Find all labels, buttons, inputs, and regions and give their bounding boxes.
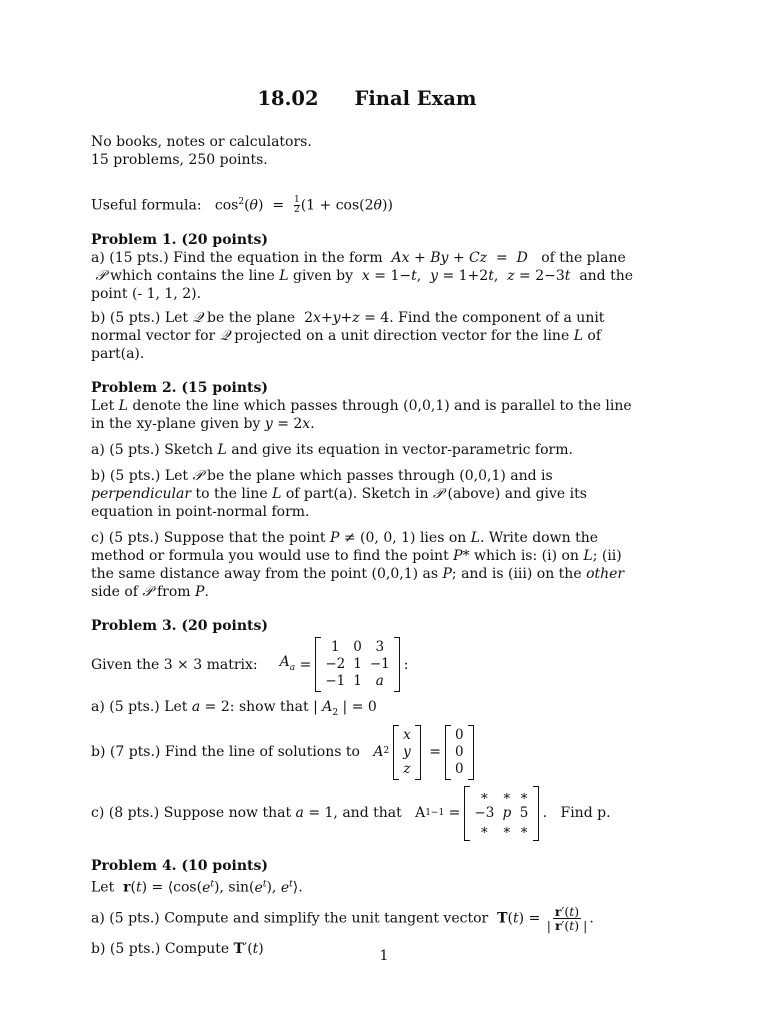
problem-4b: b) (5 pts.) Compute T′(t) xyxy=(91,940,264,957)
problem-4-intro: Let $r(t) = ⟨\cos(e^t)$, $\sin(e^t)$, $e^t⟩$. xyxy=(91,878,303,896)
matrix-inverse: ∗ ∗ ∗ −3 p 5 ∗ ∗ ∗ xyxy=(464,786,538,841)
problem-2b: b) (5 pts.) Let 𝒫 be the plane which passes through (0,0,1) and is perpendicular to the line L of part(a). Sketch in 𝒫 (above) and give its equation in point-normal form. xyxy=(91,468,587,521)
problem-3a: a) (5 pts.) Let a = 2: show that | $A_2$ | = 0 xyxy=(91,699,377,718)
vector-zero: 0 0 0 xyxy=(445,725,474,780)
problem-3-matrix-line: Given the 3 × 3 matrix: $A_a$ = 1 0 3 −2 1 −1 −1 1 a : xyxy=(91,637,643,692)
problem-1b: b) (5 pts.) Let 𝒬 be the plane 2x+y+z = 4. Find the component of a unit normal vector for 𝒬 projected on a unit direction vector for the line L of part(a). xyxy=(91,310,605,363)
problem-4a: a) (5 pts.) Compute and simplify the unit tangent vector T(t) = $\frac{r'(t)}{| r'(t) |}$ . xyxy=(91,903,594,933)
problem-2-heading: Problem 2. (15 points) xyxy=(91,380,269,397)
page-title: 18.02 Final Exam xyxy=(257,87,477,110)
problem-1-heading: Problem 1. (20 points) xyxy=(91,232,269,249)
problem-3-heading: Problem 3. (20 points) xyxy=(91,618,269,635)
vector-xyz: x y z xyxy=(393,725,421,780)
intro-line-1: No books, notes or calculators. xyxy=(91,134,312,150)
useful-formula: Useful formula: $\cos^2(\theta)$ = $\frac{1}{2}$ (1 + cos(2θ)) xyxy=(91,195,393,216)
problem-3b: b) (7 pts.) Find the line of solutions to A 2 x y z = 0 0 0 xyxy=(91,725,643,780)
problem-2-intro: Let L denote the line which passes through (0,0,1) and is parallel to the line in the xy-plane given by y = 2x. xyxy=(91,398,632,433)
intro-line-2: 15 problems, 250 points. xyxy=(91,152,268,168)
page-number: 1 xyxy=(379,948,389,964)
problem-3c: c) (8 pts.) Suppose now that a = 1, and that A 1 −1 = ∗ ∗ ∗ −3 p 5 ∗ ∗ ∗ . Find p. xyxy=(91,786,643,841)
matrix-a: 1 0 3 −2 1 −1 −1 1 a xyxy=(315,637,399,692)
problem-2c: c) (5 pts.) Suppose that the point P ≠ (0, 0, 1) lies on L. Write down the method or formula you would use to find the point P* which is: (i) on L; (ii) the same distance away from the point (0,0,1) as P; and is (iii) on the other side of 𝒫 from P. xyxy=(91,530,625,601)
exam-page xyxy=(91,87,643,958)
problem-1a: a) (15 pts.) Find the equation in the form Ax + By + Cz = D of the plane 𝒫 which contains the line L given by x = 1−t, y = 1+2t, z = 2−3t and the point (- 1, 1, 2). xyxy=(91,250,634,303)
problem-2a: a) (5 pts.) Sketch L and give its equation in vector-parametric form. xyxy=(91,442,573,459)
problem-4-heading: Problem 4. (10 points) xyxy=(91,857,269,874)
